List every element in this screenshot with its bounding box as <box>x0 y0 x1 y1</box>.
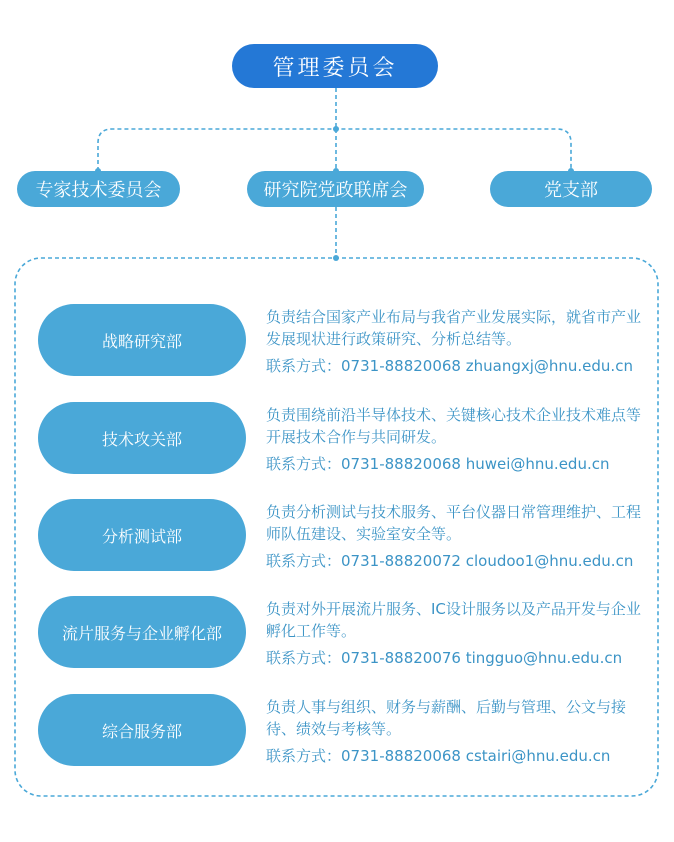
dept-general-description: 负责人事与组织、财务与薪酬、后勤与管理、公文与接待、绩效与考核等。 <box>266 698 627 738</box>
dept-strategy-description: 负责结合国家产业布局与我省产业发展实际，就省市产业发展现状进行政策研究、分析总结等。 <box>266 308 642 348</box>
phone: 0731-88820076 <box>341 649 461 667</box>
phone: 0731-88820072 <box>341 552 461 570</box>
contact-label: 联系方式： <box>266 552 342 570</box>
expert-committee-node: 专家技术委员会 <box>17 171 180 207</box>
party-branch-node: 党支部 <box>490 171 652 207</box>
contact-label: 联系方式： <box>266 747 342 765</box>
management-committee-node: 管理委员会 <box>232 44 438 88</box>
dept-strategy-contact <box>266 355 656 376</box>
dept-testing-contact <box>266 550 656 571</box>
email: tingguo@hnu.edu.cn <box>465 649 623 667</box>
dept-tech-contact <box>266 453 656 474</box>
dept-testing-description: 负责分析测试与技术服务、平台仪器日常管理维护、工程师队伍建设、实验室安全等。 <box>266 503 642 543</box>
email: zhuangxj@hnu.edu.cn <box>465 357 633 375</box>
email: huwei@hnu.edu.cn <box>465 455 610 473</box>
dept-foundry-contact <box>266 647 656 668</box>
dept-tech-node: 技术攻关部 <box>38 402 246 474</box>
joint-meeting-node: 研究院党政联席会 <box>247 171 424 207</box>
dept-general-node: 综合服务部 <box>38 694 246 766</box>
contact-label: 联系方式： <box>266 649 342 667</box>
phone: 0731-88820068 <box>341 747 461 765</box>
contact-label: 联系方式： <box>266 455 342 473</box>
dept-tech-description: 负责围绕前沿半导体技术、关键核心技术企业技术难点等开展技术合作与共同研发。 <box>266 406 642 446</box>
email: cstairi@hnu.edu.cn <box>465 747 611 765</box>
dept-foundry-description: 负责对外开展流片服务、IC设计服务以及产品开发与企业孵化工作等。 <box>266 600 641 640</box>
dept-foundry-node: 流片服务与企业孵化部 <box>38 596 246 668</box>
dept-general-contact <box>266 745 656 766</box>
dept-testing-node: 分析测试部 <box>38 499 246 571</box>
email: cloudoo1@hnu.edu.cn <box>465 552 634 570</box>
phone: 0731-88820068 <box>341 455 461 473</box>
dept-strategy-node: 战略研究部 <box>38 304 246 376</box>
phone: 0731-88820068 <box>341 357 461 375</box>
contact-label: 联系方式： <box>266 357 342 375</box>
